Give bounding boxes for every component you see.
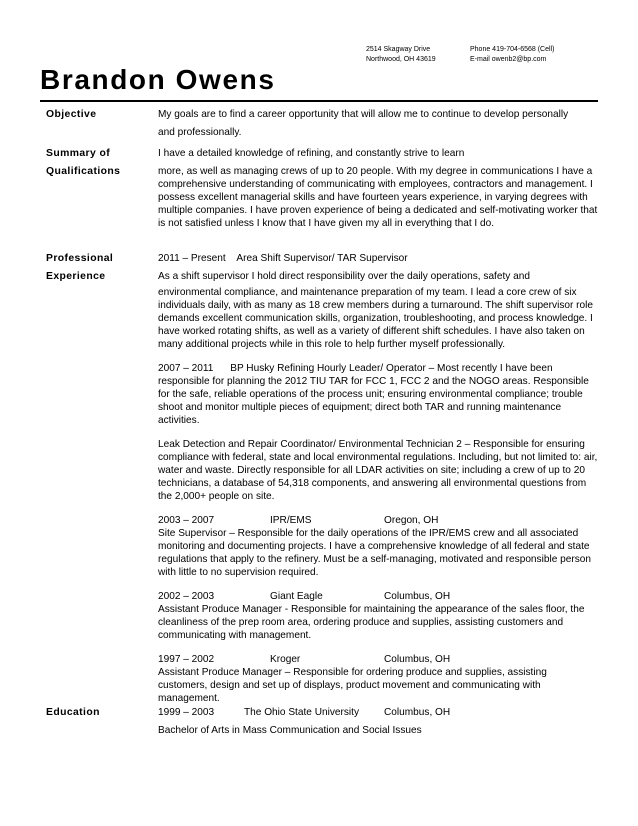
education-label: Education — [46, 707, 100, 718]
summary-body: more, as well as managing crews of up to 20 people. With my degree in communications I have a comprehensive understanding of communicating with employees, contractors and management. I possess excellent managerial skills and have fourteen years experience, in varying degrees with multiple companies. I have proven experience of being a dedicated and self-motivating worker that is not satisfied unless I know that I have given my all in everything that I do. — [158, 166, 598, 229]
header-rule — [40, 100, 598, 102]
job5-location: Columbus, OH — [384, 591, 451, 602]
job1-body: environmental compliance, and maintenance preparation of my team. I lead a core crew of six individuals daily, with as many as 18 crew members during a turnaround. The shift supervisor role demands excellent communication skills, organization, troubleshooting, and process knowledge. I have worked rotating shifts, as well as a variety of different shift schedules. I have also taken on many additional projects while in this role to help further myself professionally. — [158, 287, 593, 350]
job4-company: IPR/EMS — [270, 515, 312, 526]
education-dates: 1999 – 2003 — [158, 707, 215, 718]
experience-label-2: Experience — [46, 271, 106, 282]
objective-line-2: and professionally. — [158, 127, 242, 138]
job4-dates: 2003 – 2007 — [158, 515, 215, 526]
job3-text: Leak Detection and Repair Coordinator/ Environmental Technician 2 – Responsible for ensuring compliance with federal, state and local environmental regulations. Including, but not limited to: air, water and waste. Directly responsible for all LDAR activities on site; including a crew of up to 20 technicians, a database of 54,318 components, and answering all environmental questions from the 2,000+ people on site. — [158, 439, 598, 502]
summary-label-2: Qualifications — [46, 166, 121, 177]
phone: Phone 419-704-6568 (Cell) — [470, 46, 555, 53]
job6-header — [158, 653, 598, 666]
education-school: The Ohio State University — [244, 707, 360, 718]
job5-dates: 2002 – 2003 — [158, 591, 215, 602]
applicant-name: Brandon Owens — [40, 64, 276, 95]
experience-text — [158, 250, 598, 705]
education-text — [158, 704, 598, 740]
summary-line-1: I have a detailed knowledge of refining, and constantly strive to learn — [158, 148, 465, 159]
experience-label — [46, 250, 113, 286]
job4-body: Site Supervisor – Responsible for the daily operations of the IPR/EMS crew and all associated monitoring and documenting projects. I have a comprehensive knowledge of all federal and state regulations that apply to the refinery. Must be a self-managing, motivated and responsible person with little to no supervision required. — [158, 528, 591, 578]
job4-header — [158, 514, 598, 527]
job1-header: 2011 – Present Area Shift Supervisor/ TAR Supervisor — [158, 253, 408, 264]
contact-phone-email — [470, 45, 554, 65]
job6-company: Kroger — [270, 654, 301, 665]
objective-label: Objective — [46, 109, 97, 120]
contact-address — [366, 45, 436, 65]
experience-label-1: Professional — [46, 253, 114, 264]
email: E-mail owenb2@bp.com — [470, 56, 547, 63]
objective-text — [158, 106, 598, 142]
summary-label — [46, 145, 120, 181]
summary-label-1: Summary of — [46, 148, 111, 159]
objective-line-1: My goals are to find a career opportunity that will allow me to continue to develop personally — [158, 109, 569, 120]
job6-dates: 1997 – 2002 — [158, 654, 215, 665]
job1-line-1: As a shift supervisor I hold direct responsibility over the daily operations, safety and — [158, 271, 530, 282]
job5-body: Assistant Produce Manager - Responsible for maintaining the appearance of the sales floor, the cleanliness of the prep room area, ordering produce and supplies, assisting customers and communicating with management. — [158, 604, 585, 641]
education-degree: Bachelor of Arts in Mass Communication and Social Issues — [158, 725, 422, 736]
job5-header — [158, 590, 598, 603]
job4-location: Oregon, OH — [384, 515, 439, 526]
summary-text — [158, 145, 598, 230]
address-line-1: 2514 Skagway Drive — [366, 46, 431, 53]
address-line-2: Northwood, OH 43619 — [366, 56, 436, 63]
job6-body: Assistant Produce Manager – Responsible for ordering produce and supplies, assisting customers, design and set up of displays, product movement and communicating with management. — [158, 667, 547, 704]
education-location: Columbus, OH — [384, 707, 451, 718]
job6-location: Columbus, OH — [384, 654, 451, 665]
education-header — [158, 704, 598, 722]
job5-company: Giant Eagle — [270, 591, 323, 602]
job2-text: 2007 – 2011 BP Husky Refining Hourly Leader/ Operator – Most recently I have been responsible for planning the 2012 TIU TAR for FCC 1, FCC 2 and the NOGO areas. Responsible for the safe, reliable operations of the process unit; ensuring environmental compliance; trouble shoot and monitor multiple pieces of equipment; direct both TAR and running maintenance activities. — [158, 363, 592, 426]
